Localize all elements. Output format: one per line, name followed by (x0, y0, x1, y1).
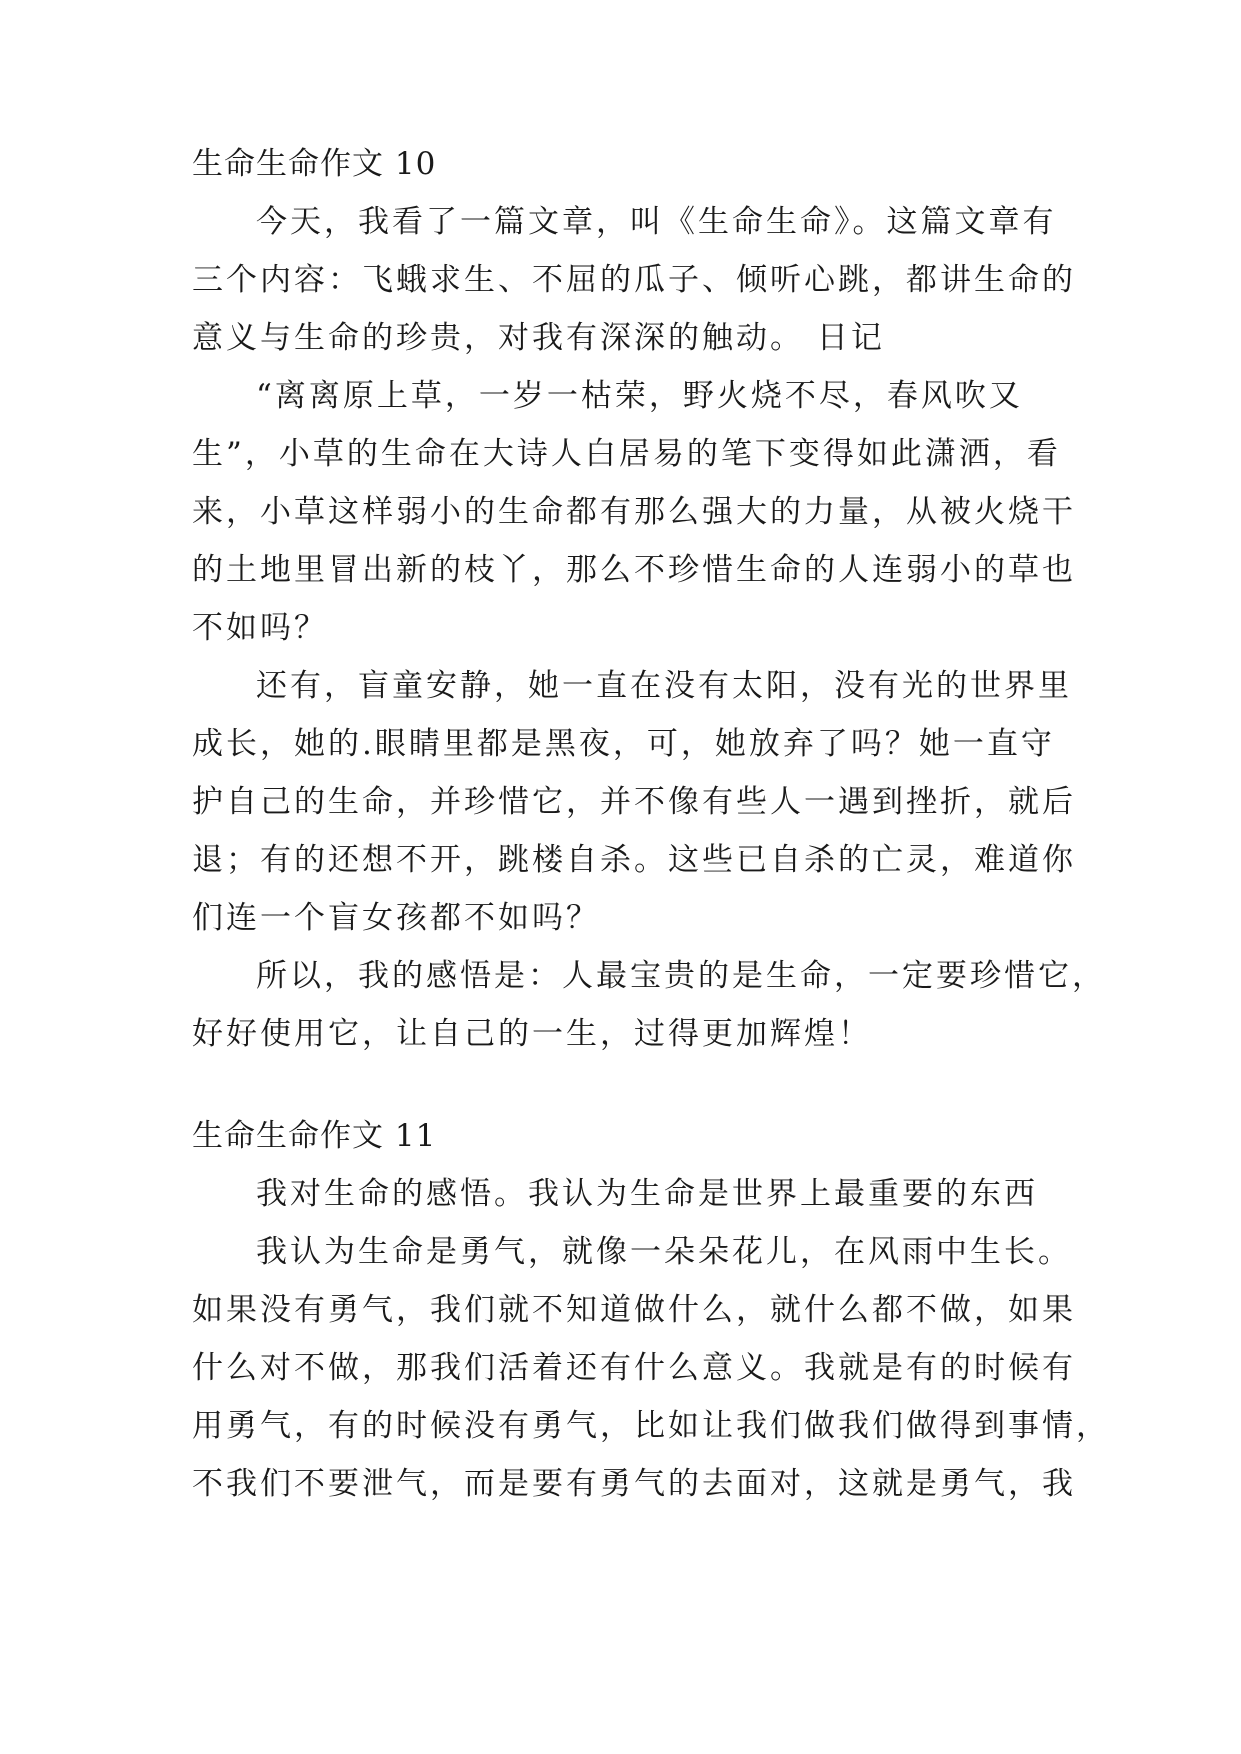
text-line: 成长，她的.眼睛里都是黑夜，可，她放弃了吗？她一直守 (192, 726, 1055, 762)
text-line: 所以，我的感悟是：人最宝贵的是生命，一定要珍惜它， (256, 958, 1106, 994)
paragraph (192, 1223, 1110, 1513)
document-body (192, 135, 1110, 1513)
text-line: “离离原上草，一岁一枯荣，野火烧不尽，春风吹又 (256, 378, 1023, 414)
paragraph (192, 947, 1106, 1063)
text-line: 如果没有勇气，我们就不知道做什么，就什么都不做，如果 (192, 1292, 1076, 1328)
paragraph (192, 657, 1076, 947)
paragraph (192, 1165, 1052, 1223)
text-line: 退；有的还想不开，跳楼自杀。这些已自杀的亡灵，难道你 (192, 842, 1076, 878)
text-line: 好好使用它，让自己的一生，过得更加辉煌！ (192, 1016, 872, 1052)
text-line: 们连一个盲女孩都不如吗？ (192, 900, 600, 936)
section-title: 生命生命作文 11 (192, 1118, 437, 1154)
text-line: 不如吗？ (192, 610, 328, 646)
section-gap (192, 1063, 1052, 1107)
text-line: 什么对不做，那我们活着还有什么意义。我就是有的时候有 (192, 1350, 1076, 1386)
text-line: 我认为生命是勇气，就像一朵朵花儿，在风雨中生长。 (256, 1234, 1072, 1270)
text-line: 意义与生命的珍贵，对我有深深的触动。 日记 (192, 320, 885, 356)
text-line: 的土地里冒出新的枝丫，那么不珍惜生命的人连弱小的草也 (192, 552, 1076, 588)
paragraph (192, 367, 1076, 657)
text-line: 不我们不要泄气，而是要有勇气的去面对，这就是勇气，我 (192, 1466, 1076, 1502)
section-title: 生命生命作文 10 (192, 146, 437, 182)
text-line: 生”，小草的生命在大诗人白居易的笔下变得如此潇洒，看 (192, 436, 1061, 472)
text-line: 我对生命的感悟。我认为生命是世界上最重要的东西 (256, 1176, 1038, 1212)
text-line: 三个内容：飞蛾求生、不屈的瓜子、倾听心跳，都讲生命的 (192, 262, 1076, 298)
text-line: 今天，我看了一篇文章，叫《生命生命》。这篇文章有 (256, 204, 1057, 240)
text-line: 来，小草这样弱小的生命都有那么强大的力量，从被火烧干 (192, 494, 1076, 530)
paragraph (192, 193, 1076, 367)
text-line: 用勇气，有的时候没有勇气，比如让我们做我们做得到事情， (192, 1408, 1110, 1444)
text-line: 还有，盲童安静，她一直在没有太阳，没有光的世界里 (256, 668, 1072, 704)
text-line: 护自己的生命，并珍惜它，并不像有些人一遇到挫折，就后 (192, 784, 1076, 820)
